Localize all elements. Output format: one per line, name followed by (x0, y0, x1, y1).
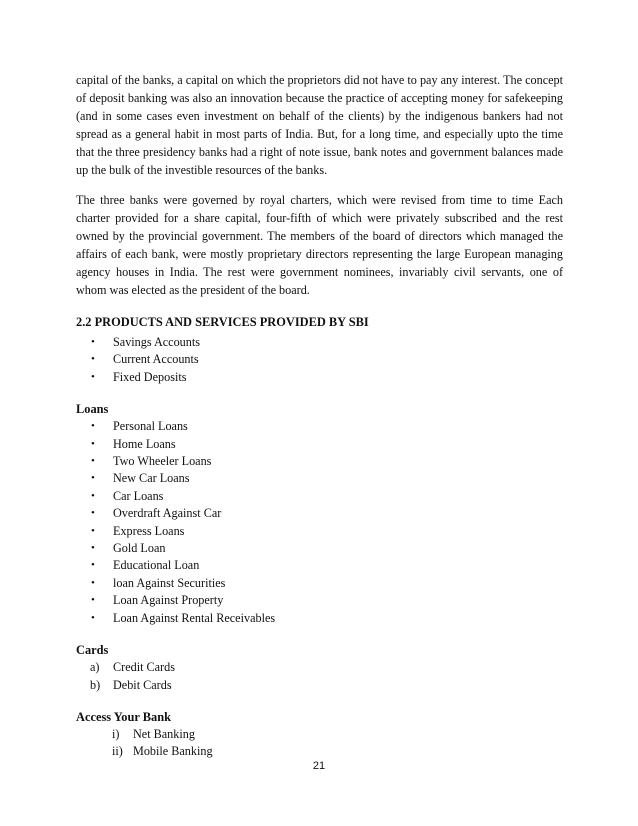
list-item-label: Savings Accounts (113, 335, 201, 349)
section-heading: 2.2 PRODUCTS AND SERVICES PROVIDED BY SBI (76, 315, 369, 329)
list-item (76, 351, 563, 368)
list-item (76, 436, 563, 453)
list-item (76, 488, 563, 505)
paragraph-royal-charters: The three banks were governed by royal charters, which were revised from time to time Each charter provided for a share capital, four-fifth of which were privately subscribed and the rest owned by the provincial government. The members of the board of directors which managed the affairs of each bank, were mostly proprietary directors representing the large European managing agency houses in India. The rest were government nominees, invariably civil servants, one of whom was elected as the president of the board. (76, 193, 563, 297)
list-item (76, 659, 563, 676)
bullet-icon: • (91, 489, 95, 502)
bullet-icon: • (91, 420, 95, 433)
list-item (76, 523, 563, 540)
list-item-label: Home Loans (113, 436, 176, 451)
loans-list (76, 418, 563, 627)
access-list (76, 726, 563, 761)
list-item-label: Overdraft Against Car (113, 506, 222, 521)
accounts-list (76, 334, 563, 386)
list-item-label: Two Wheeler Loans (113, 454, 212, 469)
list-item-label: Loan Against Property (113, 593, 224, 608)
list-item (76, 557, 563, 574)
bullet-icon: • (91, 437, 95, 450)
list-item (76, 743, 563, 760)
list-item-label: New Car Loans (113, 471, 190, 486)
bullet-icon: • (91, 370, 95, 383)
list-item-label: Mobile Banking (133, 744, 213, 759)
list-marker: i) (112, 726, 120, 741)
list-item-label: Debit Cards (113, 677, 172, 692)
bullet-icon: • (91, 594, 95, 607)
page-number: 21 (312, 760, 326, 772)
list-item-label: loan Against Securities (113, 575, 226, 590)
paragraph-presidency-capital: capital of the banks, a capital on which the proprietors did not have to pay any interest. The concept of deposit banking was also an innovation because the practice of accepting money for safekeeping (and in some cases even investment on behalf of the clients) by the indigenous bankers had not spread as a general habit in most parts of India. But, for a long time, and especially upto the time that the three presidency banks had a right of note issue, bank notes and government balances made up the bulk of the investible resources of the banks. (76, 73, 563, 177)
list-item (76, 369, 563, 386)
list-item-label: Express Loans (113, 523, 185, 538)
list-item-label: Net Banking (133, 726, 195, 741)
list-item (76, 470, 563, 487)
list-item-label: Current Accounts (113, 352, 199, 367)
loans-heading: Loans (76, 402, 109, 417)
list-item (76, 505, 563, 522)
list-item-label: Gold Loan (113, 541, 166, 556)
list-item (76, 575, 563, 592)
bullet-icon: • (91, 542, 95, 555)
list-item (76, 726, 563, 743)
list-item-label: Car Loans (113, 488, 164, 503)
bullet-icon: • (91, 524, 95, 537)
list-item (76, 334, 563, 351)
list-item-label: Educational Loan (113, 558, 200, 573)
bullet-icon: • (91, 507, 95, 520)
list-marker: b) (90, 677, 101, 692)
list-item-label: Personal Loans (113, 419, 188, 434)
list-item-label: Credit Cards (113, 660, 175, 675)
bullet-icon: • (91, 455, 95, 468)
list-item-label: Loan Against Rental Receivables (113, 610, 276, 625)
access-heading: Access Your Bank (76, 709, 172, 724)
list-marker: a) (90, 660, 100, 675)
list-item (76, 540, 563, 557)
list-marker: ii) (112, 744, 123, 759)
bullet-icon: • (91, 611, 95, 624)
list-item (76, 677, 563, 694)
bullet-icon: • (91, 576, 95, 589)
list-item (76, 418, 563, 435)
document-page (76, 71, 563, 761)
bullet-icon: • (91, 336, 95, 348)
cards-list (76, 659, 563, 694)
bullet-icon: • (91, 559, 95, 572)
list-item (76, 453, 563, 470)
bullet-icon: • (91, 353, 95, 366)
cards-heading: Cards (76, 643, 109, 658)
list-item (76, 592, 563, 609)
list-item-label: Fixed Deposits (113, 369, 187, 384)
bullet-icon: • (91, 472, 95, 485)
list-item (76, 610, 563, 627)
